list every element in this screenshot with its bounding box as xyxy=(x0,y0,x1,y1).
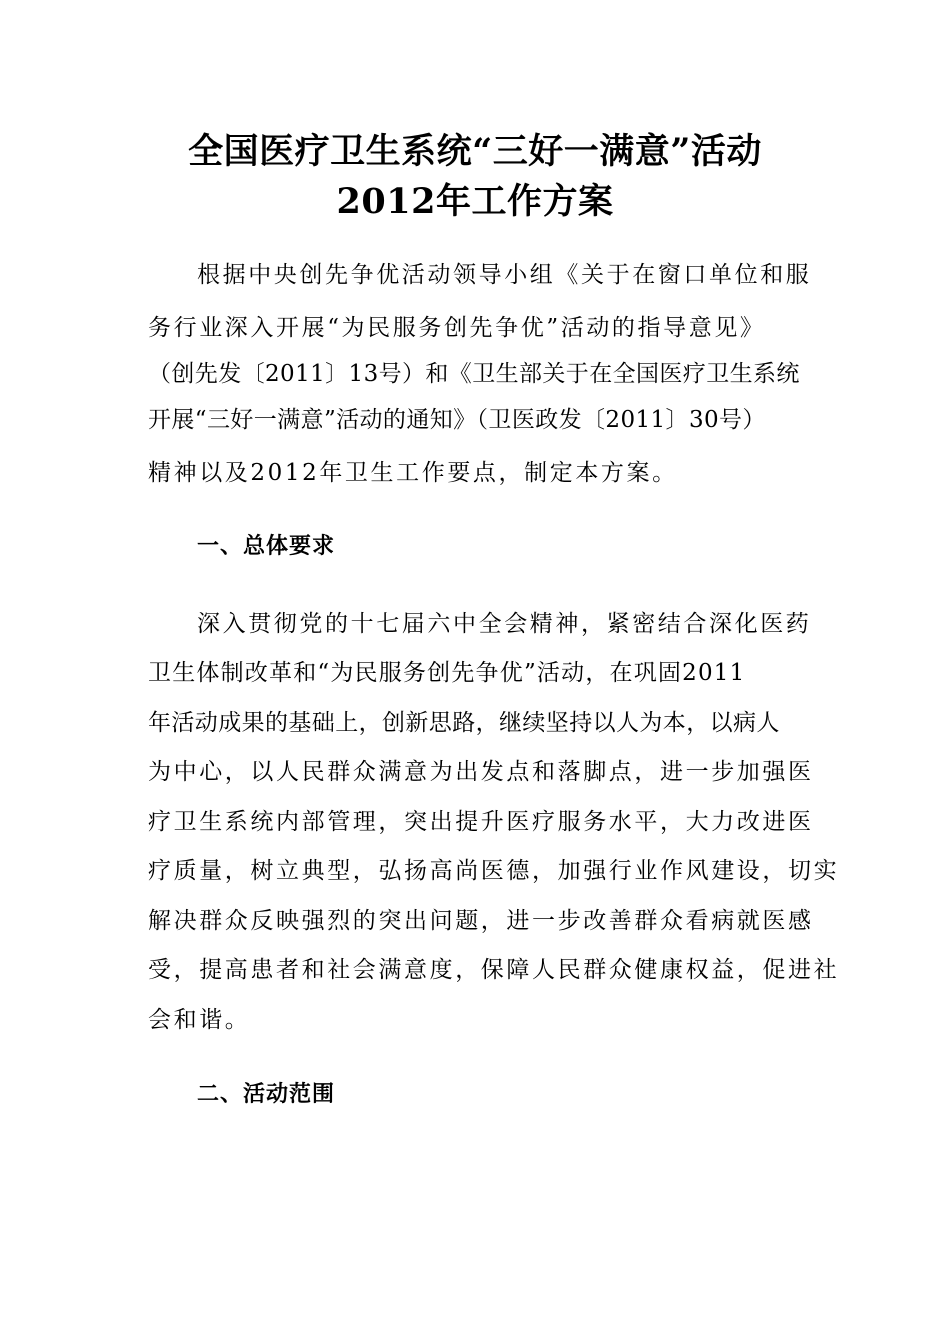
section1-line-4: 为中心，以人民群众满意为出发点和落脚点，进一步加强医 xyxy=(148,759,814,785)
intro-line-3: （创先发〔2011〕13号）和《卫生部关于在全国医疗卫生系统 xyxy=(148,361,800,387)
section1-line-5: 疗卫生系统内部管理，突出提升医疗服务水平，大力改进医 xyxy=(148,809,814,835)
intro-line-5: 精神以及2012年卫生工作要点，制定本方案。 xyxy=(148,460,678,486)
section1-line-8: 受，提高患者和社会满意度，保障人民群众健康权益，促进社 xyxy=(148,957,840,983)
section1-line-7: 解决群众反映强烈的突出问题，进一步改善群众看病就医感 xyxy=(148,908,814,934)
section-heading-2: 二、活动范围 xyxy=(197,1082,336,1107)
section-heading-1: 一、总体要求 xyxy=(197,534,336,559)
document-title-line1: 全国医疗卫生系统“三好一满意”活动 xyxy=(188,131,762,172)
section1-line-6: 疗质量，树立典型，弘扬高尚医德，加强行业作风建设，切实 xyxy=(148,858,840,884)
section1-line-2: 卫生体制改革和“为民服务创先争优”活动，在巩固2011 xyxy=(148,660,746,686)
document-title-line2: 2012年工作方案 xyxy=(336,181,614,222)
section1-line-9: 会和谐。 xyxy=(148,1007,251,1033)
section1-line-3: 年活动成果的基础上，创新思路，继续坚持以人为本，以病人 xyxy=(148,710,780,736)
intro-line-2: 务行业深入开展“为民服务创先争优”活动的指导意见》 xyxy=(148,315,766,341)
intro-line-1: 根据中央创先争优活动领导小组《关于在窗口单位和服 xyxy=(197,262,812,288)
intro-line-4: 开展“三好一满意”活动的通知》（卫医政发〔2011〕30号） xyxy=(148,407,766,433)
section1-line-1: 深入贯彻党的十七届六中全会精神，紧密结合深化医药 xyxy=(197,611,812,637)
